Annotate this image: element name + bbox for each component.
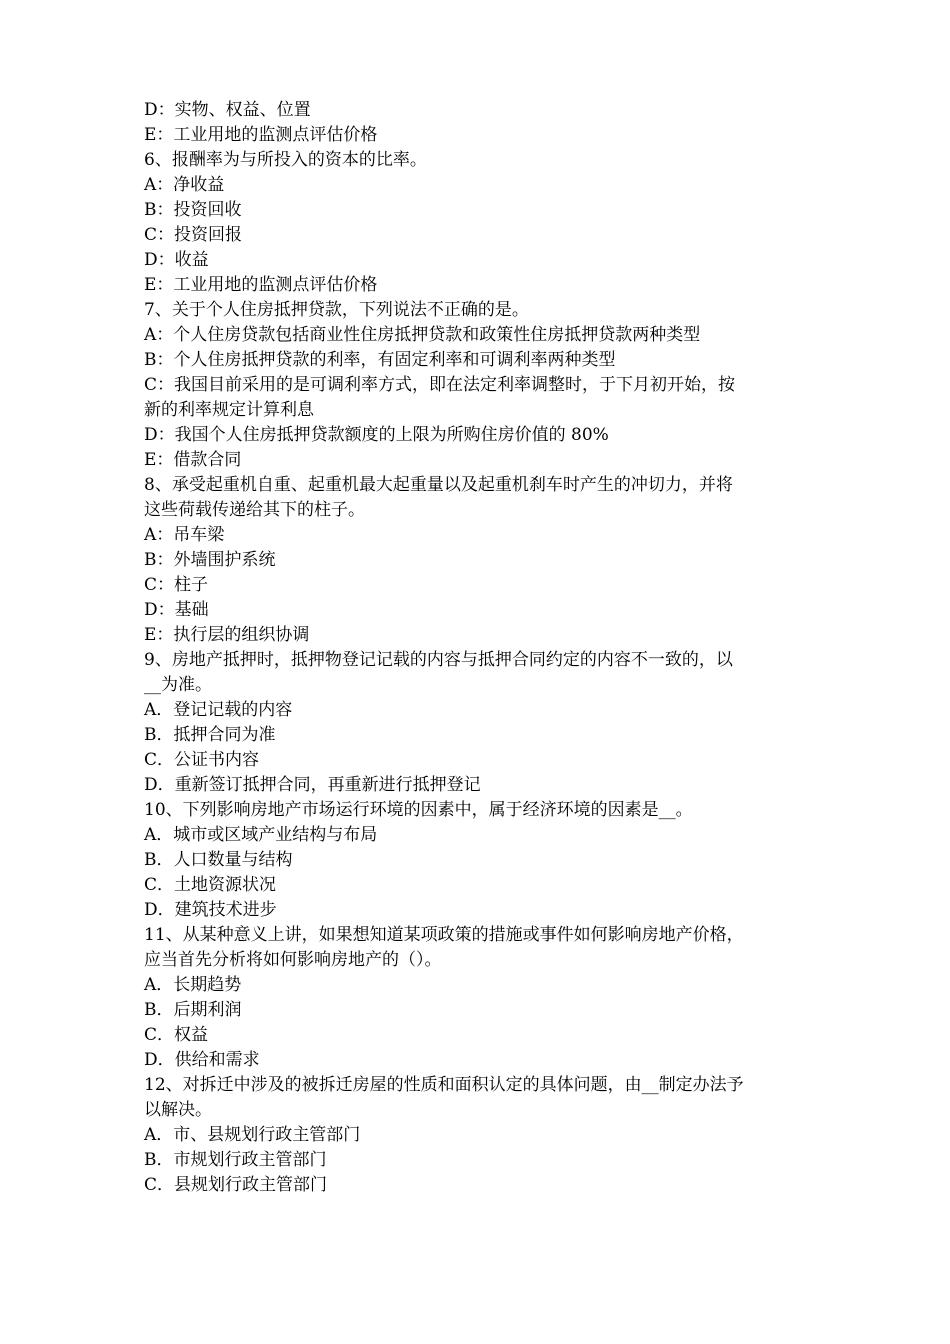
question-line: 10、下列影响房地产市场运行环境的因素中，属于经济环境的因素是__。 xyxy=(144,800,693,820)
option-line: B．后期利润 xyxy=(144,1000,242,1020)
option-line: B．人口数量与结构 xyxy=(144,850,293,870)
document-body xyxy=(144,98,812,1198)
option-line: D．供给和需求 xyxy=(144,1050,260,1070)
option-line: C．县规划行政主管部门 xyxy=(144,1175,328,1195)
option-line: D：基础 xyxy=(144,600,209,620)
option-line: E：借款合同 xyxy=(144,450,242,470)
question-line-continued: __为准。 xyxy=(144,675,212,695)
option-line: B．市规划行政主管部门 xyxy=(144,1150,327,1170)
option-line: C：柱子 xyxy=(144,575,209,595)
option-line: A．长期趋势 xyxy=(144,975,242,995)
question-line: 8、承受起重机自重、起重机最大起重量以及起重机刹车时产生的冲切力，并将 xyxy=(144,475,733,495)
option-line: A．城市或区域产业结构与布局 xyxy=(144,825,378,845)
option-line: B．抵押合同为准 xyxy=(144,725,276,745)
option-line-continued: 新的利率规定计算利息 xyxy=(144,400,314,420)
option-line: E：执行层的组织协调 xyxy=(144,625,310,645)
option-line: A：净收益 xyxy=(144,175,225,195)
question-line: 12、对拆迁中涉及的被拆迁房屋的性质和面积认定的具体问题，由__制定办法予 xyxy=(144,1075,744,1095)
option-line: E：工业用地的监测点评估价格 xyxy=(144,125,378,145)
option-line: D：我国个人住房抵押贷款额度的上限为所购住房价值的 80% xyxy=(144,425,609,445)
question-line: 9、房地产抵押时，抵押物登记记载的内容与抵押合同约定的内容不一致的，以 xyxy=(144,650,733,670)
option-line: A：吊车梁 xyxy=(144,525,225,545)
option-line: C：我国目前采用的是可调利率方式，即在法定利率调整时，于下月初开始，按 xyxy=(144,375,736,395)
question-line-continued: 这些荷载传递给其下的柱子。 xyxy=(144,500,365,520)
option-line: B：外墙围护系统 xyxy=(144,550,276,570)
option-line: A．市、县规划行政主管部门 xyxy=(144,1125,361,1145)
option-line: B：投资回收 xyxy=(144,200,242,220)
option-line: D：实物、权益、位置 xyxy=(144,100,311,120)
question-line: 11、从某种意义上讲，如果想知道某项政策的措施或事件如何影响房地产价格， xyxy=(144,925,744,945)
option-line: E：工业用地的监测点评估价格 xyxy=(144,275,378,295)
option-line: A．登记记载的内容 xyxy=(144,700,293,720)
option-line: C：投资回报 xyxy=(144,225,243,245)
option-line: D．重新签订抵押合同，再重新进行抵押登记 xyxy=(144,775,481,795)
option-line: C．土地资源状况 xyxy=(144,875,277,895)
option-line: C．权益 xyxy=(144,1025,209,1045)
option-line: A：个人住房贷款包括商业性住房抵押贷款和政策性住房抵押贷款两种类型 xyxy=(144,325,701,345)
option-line: C．公证书内容 xyxy=(144,750,260,770)
option-line: B：个人住房抵押贷款的利率，有固定利率和可调利率两种类型 xyxy=(144,350,616,370)
question-line: 6、报酬率为与所投入的资本的比率。 xyxy=(144,150,427,170)
question-line-continued: 以解决。 xyxy=(144,1100,212,1120)
option-line: D：收益 xyxy=(144,250,209,270)
option-line: D．建筑技术进步 xyxy=(144,900,277,920)
question-line-continued: 应当首先分析将如何影响房地产的（）。 xyxy=(144,950,442,970)
question-line: 7、关于个人住房抵押贷款，下列说法不正确的是。 xyxy=(144,300,529,320)
